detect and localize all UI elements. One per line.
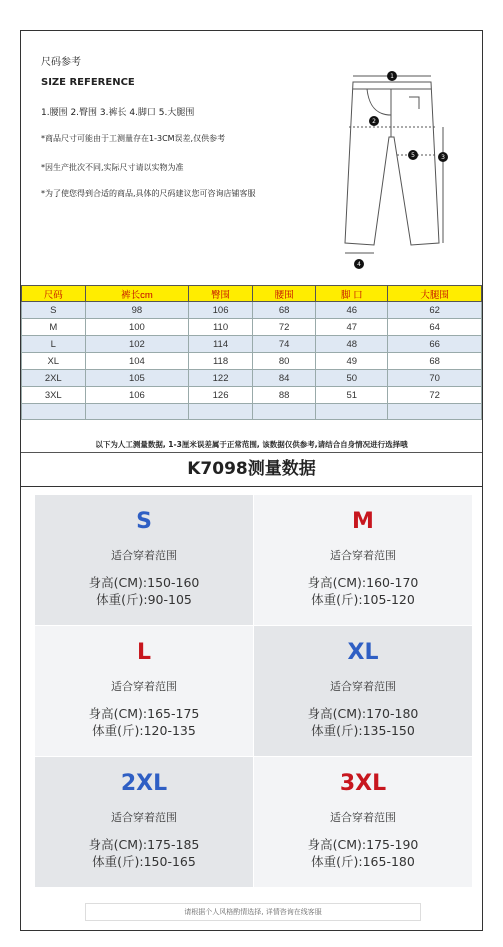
table-header-row xyxy=(22,286,482,302)
table-cell: 66 xyxy=(388,336,482,353)
fit-card-m xyxy=(254,495,472,625)
fit-card-label: 适合穿着范围 xyxy=(111,811,177,824)
size-reference-header xyxy=(21,31,482,283)
footer-note: 请根据个人风格酌情选择, 详情咨询在线客服 xyxy=(85,903,421,921)
table-cell: S xyxy=(22,302,86,319)
table-cell: 72 xyxy=(388,387,482,404)
col-header: 裤长cm xyxy=(85,286,189,302)
fit-card-label: 适合穿着范围 xyxy=(330,680,396,693)
model-title: K7098测量数据 xyxy=(21,452,482,487)
fit-card-size: XL xyxy=(347,640,379,665)
fit-card-size: 2XL xyxy=(120,771,168,796)
table-cell: 98 xyxy=(85,302,189,319)
fit-card-weight: 体重(斤):105-120 xyxy=(311,592,415,607)
table-cell: 48 xyxy=(316,336,388,353)
fit-card-weight: 体重(斤):120-135 xyxy=(92,723,196,738)
size-chart-frame xyxy=(20,30,483,931)
table-cell: 62 xyxy=(388,302,482,319)
table-row xyxy=(22,302,482,319)
table-cell: 50 xyxy=(316,370,388,387)
table-row xyxy=(22,319,482,336)
col-header: 腰围 xyxy=(252,286,316,302)
table-cell: 104 xyxy=(85,353,189,370)
table-cell: 68 xyxy=(388,353,482,370)
table-cell: L xyxy=(22,336,86,353)
table-cell: 114 xyxy=(189,336,253,353)
col-header: 大腿围 xyxy=(388,286,482,302)
marker-5: 5 xyxy=(411,152,415,159)
fit-card-size: M xyxy=(352,509,374,534)
table-cell: 64 xyxy=(388,319,482,336)
fit-card-s xyxy=(35,495,253,625)
title-en: SIZE REFERENCE xyxy=(41,77,135,88)
col-header: 脚 口 xyxy=(316,286,388,302)
fit-card-label: 适合穿着范围 xyxy=(111,680,177,693)
fit-card-weight: 体重(斤):135-150 xyxy=(311,723,415,738)
fit-card-height: 身高(CM):175-190 xyxy=(307,837,419,852)
table-row xyxy=(22,387,482,404)
col-header: 尺码 xyxy=(22,286,86,302)
table-cell: 110 xyxy=(189,319,253,336)
table-row-empty xyxy=(22,404,482,420)
size-table xyxy=(21,285,482,420)
table-cell: 118 xyxy=(189,353,253,370)
fit-card-label: 适合穿着范围 xyxy=(111,549,177,562)
table-cell: 47 xyxy=(316,319,388,336)
marker-3: 3 xyxy=(441,154,445,161)
note-error: *商品尺寸可能由于工测量存在1-3CM误差,仅供参考 xyxy=(41,134,226,143)
note-batch: *因生产批次不同,实际尺寸请以实物为准 xyxy=(41,163,184,172)
fit-card-xl xyxy=(254,626,472,756)
marker-2: 2 xyxy=(372,118,376,125)
table-cell: 51 xyxy=(316,387,388,404)
fit-card-height: 身高(CM):170-180 xyxy=(307,706,419,721)
table-cell: XL xyxy=(22,353,86,370)
marker-4: 4 xyxy=(357,261,361,268)
fit-card-height: 身高(CM):175-185 xyxy=(88,837,200,852)
table-cell: 84 xyxy=(252,370,316,387)
table-cell: 100 xyxy=(85,319,189,336)
table-row xyxy=(22,336,482,353)
table-cell: M xyxy=(22,319,86,336)
pants-diagram-icon xyxy=(339,67,449,272)
fit-card-size: 3XL xyxy=(339,771,387,796)
measurement-parts: 1.腰围 2.臀围 3.裤长 4.脚口 5.大腿围 xyxy=(41,108,195,118)
fit-card-height: 身高(CM):150-160 xyxy=(88,575,200,590)
fit-card-height: 身高(CM):165-175 xyxy=(88,706,200,721)
table-cell: 2XL xyxy=(22,370,86,387)
table-cell: 126 xyxy=(189,387,253,404)
fit-card-weight: 体重(斤):165-180 xyxy=(311,854,415,869)
fit-card-label: 适合穿着范围 xyxy=(330,811,396,824)
table-cell: 106 xyxy=(85,387,189,404)
table-cell: 106 xyxy=(189,302,253,319)
table-cell: 74 xyxy=(252,336,316,353)
table-cell: 122 xyxy=(189,370,253,387)
table-cell: 80 xyxy=(252,353,316,370)
table-row xyxy=(22,370,482,387)
note-service: *为了使您得到合适的商品,具体的尺码建议您可咨询店铺客服 xyxy=(41,189,256,198)
table-cell: 102 xyxy=(85,336,189,353)
fit-card-size: L xyxy=(136,640,152,665)
fit-card-weight: 体重(斤):90-105 xyxy=(96,592,192,607)
table-cell: 3XL xyxy=(22,387,86,404)
measurement-note: 以下为人工测量数据, 1-3厘米误差属于正常范围, 该数据仅供参考,请结合自身情况进行选择哦 xyxy=(21,437,482,453)
title-cn: 尺码参考 xyxy=(41,57,81,68)
table-cell: 88 xyxy=(252,387,316,404)
fit-card-weight: 体重(斤):150-165 xyxy=(92,854,196,869)
fit-card-label: 适合穿着范围 xyxy=(330,549,396,562)
fit-card-size: S xyxy=(136,509,152,534)
table-cell: 49 xyxy=(316,353,388,370)
table-cell: 72 xyxy=(252,319,316,336)
fit-card-2xl xyxy=(35,757,253,887)
table-cell: 68 xyxy=(252,302,316,319)
table-cell: 46 xyxy=(316,302,388,319)
col-header: 臀围 xyxy=(189,286,253,302)
marker-1: 1 xyxy=(390,73,394,80)
table-row xyxy=(22,353,482,370)
fit-card-3xl xyxy=(254,757,472,887)
fit-grid xyxy=(35,495,472,919)
fit-card-height: 身高(CM):160-170 xyxy=(307,575,419,590)
table-cell: 70 xyxy=(388,370,482,387)
fit-card-l xyxy=(35,626,253,756)
table-cell: 105 xyxy=(85,370,189,387)
